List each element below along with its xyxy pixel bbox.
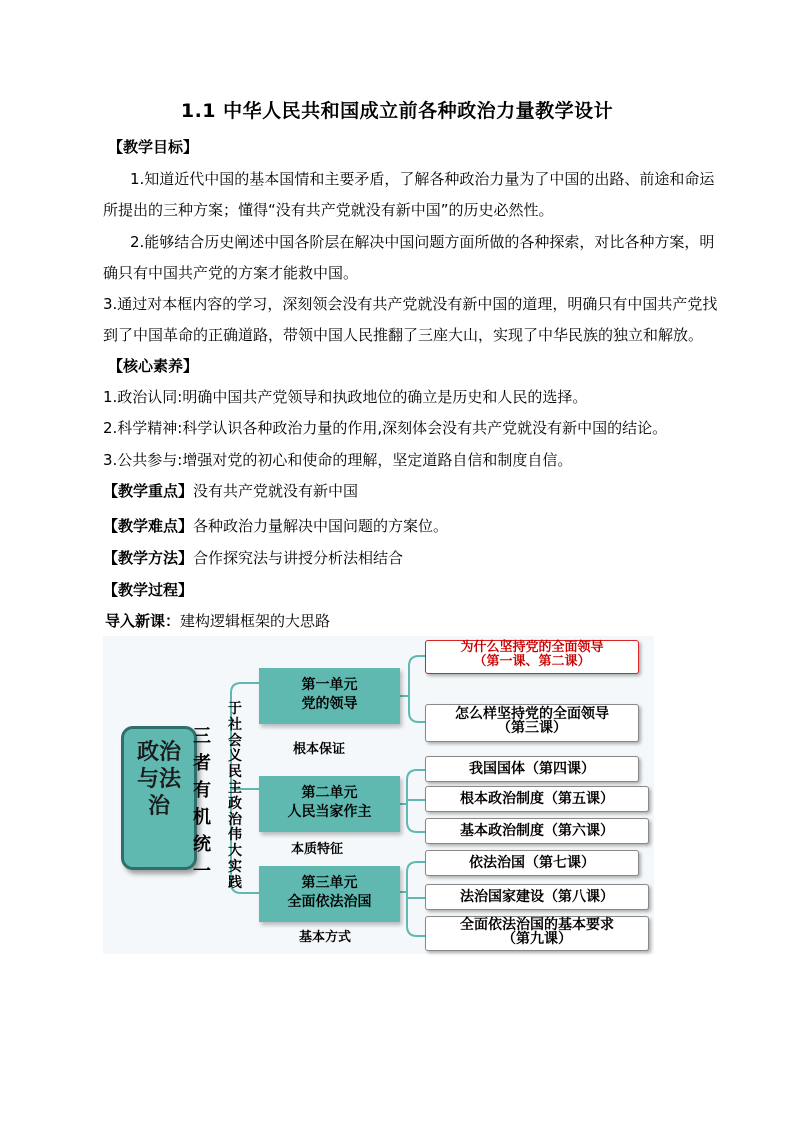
main-topic-box xyxy=(121,726,197,870)
lesson-6-line1: 依法治国（第七课） xyxy=(469,855,595,871)
method-text: 合作探究法与讲授分析法相结合 xyxy=(193,549,404,567)
literacy-item-1: 1.政治认同:明确中国共产党领导和执政地位的确立是历史和人民的选择。 xyxy=(103,388,588,406)
lesson-1-line2: （第一课、第二课） xyxy=(473,654,591,669)
unity-label: 三者有机统一 xyxy=(193,726,211,882)
unit-box-2 xyxy=(259,776,400,832)
unit-1-name: 第一单元 xyxy=(301,677,358,693)
unit-2-caption: 本质特征 xyxy=(291,842,344,857)
literacy-item-3: 3.公共参与:增强对党的初心和使命的理解，坚定道路自信和制度自信。 xyxy=(103,451,573,469)
goal-line-2: 所提出的三种方案；懂得“没有共产党就没有新中国”的历史必然性。 xyxy=(103,201,554,219)
practice-label: 于社会义民主政治伟大实践 xyxy=(228,701,242,891)
difficulty-text: 各种政治力量解决中国问题的方案位。 xyxy=(193,517,449,535)
lesson-1-line1: 为什么坚持党的全面领导 xyxy=(460,640,604,655)
unit-3-name: 第三单元 xyxy=(301,875,358,891)
lesson-box-5 xyxy=(425,818,649,844)
focus-text: 没有共产党就没有新中国 xyxy=(193,482,359,500)
intro-text: 建构逻辑框架的大思路 xyxy=(180,612,331,630)
unit-2-topic: 人民当家作主 xyxy=(287,804,372,820)
unit-1-topic: 党的领导 xyxy=(301,696,358,712)
goal-line-1: 1.知道近代中国的基本国情和主要矛盾，了解各种政治力量为了中国的出路、前途和命运 xyxy=(130,170,715,188)
lesson-7-line1: 法治国家建设（第八课） xyxy=(460,889,614,905)
lesson-box-4 xyxy=(425,786,649,812)
lesson-box-8 xyxy=(425,916,649,951)
method-label: 【教学方法】 xyxy=(103,549,194,567)
focus-label: 【教学重点】 xyxy=(103,482,194,500)
lesson-box-6 xyxy=(425,850,639,876)
lesson-box-7 xyxy=(425,884,649,910)
unit-3-topic: 全面依法治国 xyxy=(287,894,372,910)
focus-line xyxy=(103,481,358,501)
lesson-2-line2: （第三课） xyxy=(497,720,567,736)
goal-line-5: 3.通过对本框内容的学习，深刻领会没有共产党就没有新中国的道理，明确只有中国共产党找 xyxy=(103,295,718,313)
literacy-item-2: 2.科学精神:科学认识各种政治力量的作用,深刻体会没有共产党就没有新中国的结论。 xyxy=(103,419,668,437)
goal-line-3: 2.能够结合历史阐述中国各阶层在解决中国问题方面所做的各种探索，对比各种方案，明 xyxy=(130,233,715,251)
lesson-5-line1: 基本政治制度（第六课） xyxy=(460,823,614,839)
main-topic-label: 政治与法治 xyxy=(136,740,181,819)
lesson-box-1 xyxy=(425,640,639,674)
page-title: 1.1 中华人民共和国成立前各种政治力量教学设计 xyxy=(180,100,614,122)
difficulty-line xyxy=(103,516,448,536)
lesson-8-line1: 全面依法治国的基本要求 xyxy=(460,917,614,933)
lesson-3-line1: 我国国体（第四课） xyxy=(469,761,595,777)
lesson-box-3 xyxy=(425,756,639,782)
unit-box-1 xyxy=(259,668,400,724)
lesson-4-line1: 根本政治制度（第五课） xyxy=(460,791,614,807)
lesson-8-line2: （第九课） xyxy=(502,931,572,947)
course-structure-diagram xyxy=(103,636,654,954)
intro-label: 导入新课： xyxy=(105,612,181,630)
intro-line xyxy=(105,611,330,631)
unit-box-3 xyxy=(259,866,400,922)
unit-1-caption: 根本保证 xyxy=(293,742,346,757)
unit-2-name: 第二单元 xyxy=(301,785,358,801)
goals-heading: 【教学目标】 xyxy=(108,138,199,156)
process-heading: 【教学过程】 xyxy=(103,581,194,599)
goal-line-6: 到了中国革命的正确道路，带领中国人民推翻了三座大山，实现了中华民族的独立和解放。 xyxy=(103,326,704,344)
goal-line-4: 确只有中国共产党的方案才能救中国。 xyxy=(103,264,359,282)
lesson-box-2 xyxy=(425,704,639,742)
lesson-2-line1: 怎么样坚持党的全面领导 xyxy=(455,706,609,722)
unit-3-caption: 基本方式 xyxy=(299,930,352,945)
method-line xyxy=(103,548,403,568)
difficulty-label: 【教学难点】 xyxy=(103,517,194,535)
literacy-heading: 【核心素养】 xyxy=(108,357,199,375)
